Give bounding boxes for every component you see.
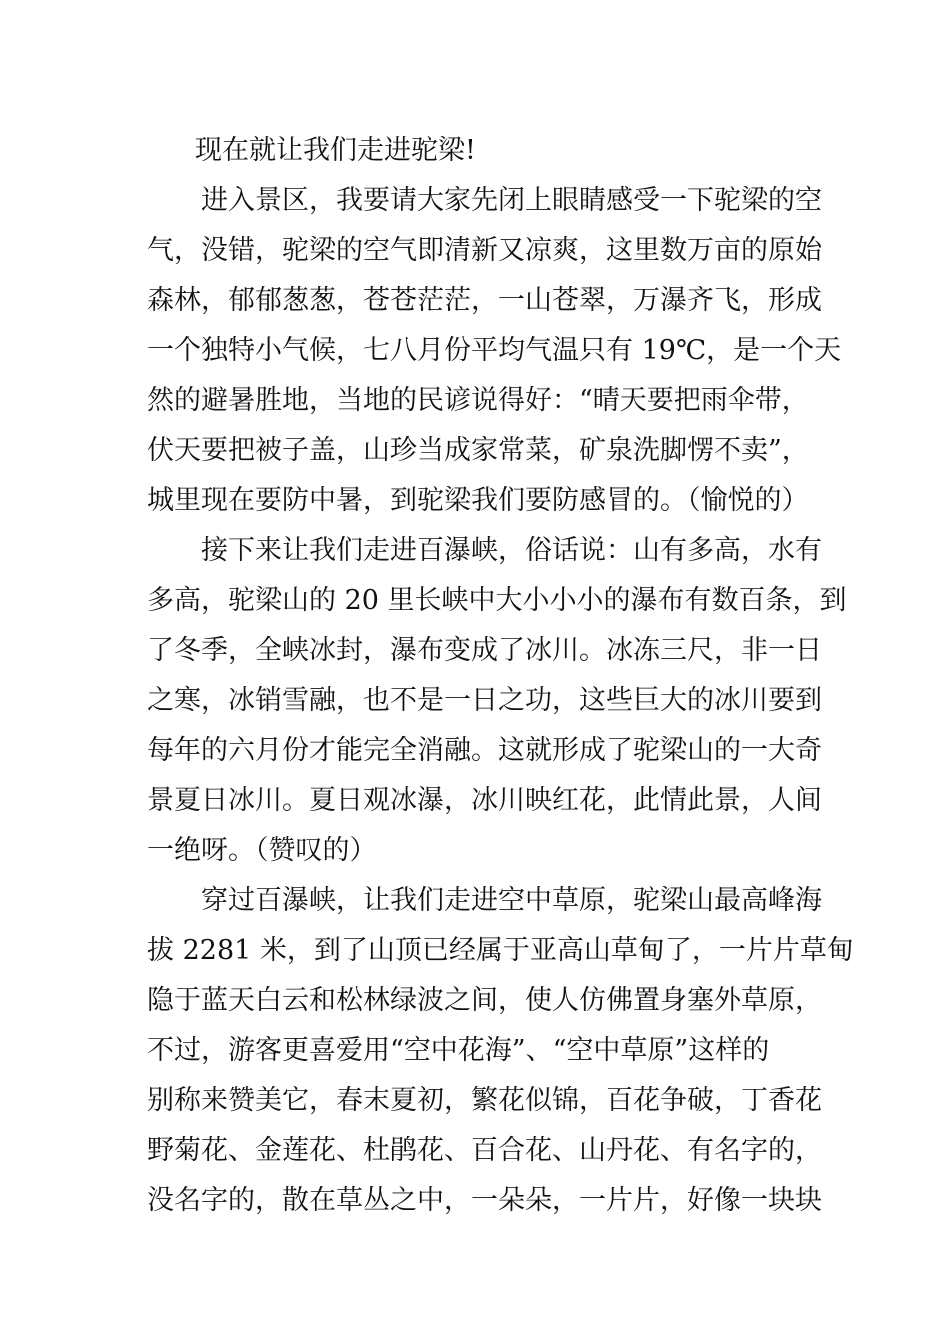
text-line	[0, 226, 950, 276]
text-line	[0, 626, 950, 676]
line-text: 了冬季，全峡冰封，瀑布变成了冰川。冰冻三尺，非一日	[147, 635, 822, 666]
line-text: 多高，驼梁山的 20 里长峡中大小小小的瀑布有数百条，到	[147, 585, 847, 616]
text-line	[0, 876, 950, 926]
text-line	[0, 726, 950, 776]
text-line	[0, 426, 950, 476]
text-line	[0, 126, 950, 176]
line-text: 野菊花、金莲花、杜鹃花、百合花、山丹花、有名字的，	[147, 1135, 822, 1166]
line-text: 不过，游客更喜爱用“空中花海”、“空中草原”这样的	[147, 1035, 770, 1066]
text-line	[0, 526, 950, 576]
line-text: 没名字的，散在草丛之中，一朵朵，一片片，好像一块块	[147, 1185, 822, 1216]
line-text: 别称来赞美它，春末夏初，繁花似锦，百花争破，丁香花	[147, 1085, 822, 1116]
line-text: 伏天要把被子盖，山珍当成家常菜，矿泉洗脚愣不卖”，	[147, 435, 809, 466]
text-line	[0, 676, 950, 726]
line-text: 气，没错，驼梁的空气即清新又凉爽，这里数万亩的原始	[147, 235, 822, 266]
text-line	[0, 276, 950, 326]
text-line	[0, 776, 950, 826]
text-line	[0, 1076, 950, 1126]
text-line	[0, 326, 950, 376]
line-text: 森林，郁郁葱葱，苍苍茫茫，一山苍翠，万瀑齐飞，形成	[147, 285, 822, 316]
line-text: 隐于蓝天白云和松林绿波之间，使人仿佛置身塞外草原，	[147, 985, 822, 1016]
text-line	[0, 176, 950, 226]
line-text: 每年的六月份才能完全消融。这就形成了驼梁山的一大奇	[147, 735, 822, 766]
line-text: 然的避暑胜地，当地的民谚说得好：“晴天要把雨伞带，	[147, 385, 809, 416]
line-text: 现在就让我们走进驼梁!	[195, 135, 476, 166]
text-line	[0, 376, 950, 426]
line-text: 一绝呀。（赞叹的）	[147, 835, 377, 866]
text-line	[0, 976, 950, 1026]
text-line	[0, 476, 950, 526]
text-line	[0, 1176, 950, 1226]
text-line	[0, 1026, 950, 1076]
text-line	[0, 926, 950, 976]
line-text: 之寒，冰销雪融，也不是一日之功，这些巨大的冰川要到	[147, 685, 822, 716]
line-text: 拔 2281 米，到了山顶已经属于亚高山草甸了，一片片草甸	[147, 935, 854, 966]
text-line	[0, 1126, 950, 1176]
line-text: 穿过百瀑峡，让我们走进空中草原，驼梁山最高峰海	[201, 885, 822, 916]
line-text: 进入景区，我要请大家先闭上眼睛感受一下驼梁的空	[201, 185, 822, 216]
line-text: 接下来让我们走进百瀑峡，俗话说：山有多高，水有	[201, 535, 822, 566]
text-line	[0, 576, 950, 626]
line-text: 一个独特小气候，七八月份平均气温只有 19℃，是一个天	[147, 335, 842, 366]
text-line	[0, 826, 950, 876]
line-text: 景夏日冰川。夏日观冰瀑，冰川映红花，此情此景，人间	[147, 785, 822, 816]
line-text: 城里现在要防中暑，到驼梁我们要防感冒的。（愉悦的）	[147, 485, 809, 516]
